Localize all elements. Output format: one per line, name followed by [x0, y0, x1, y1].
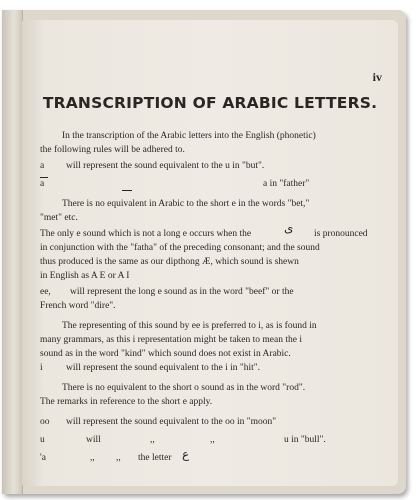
text-line: There is no equivalent in Arabic to the short e in the words "bet," [62, 199, 310, 209]
text-line: The only e sound which is not a long e occurs when the [40, 229, 252, 239]
ditto-mark: ,, [210, 435, 215, 445]
text-line: will represent the sound equivalent to the oo in "moon" [66, 417, 277, 427]
text-line: will [86, 435, 101, 445]
text-line: is pronounced [314, 229, 368, 239]
page-number: iv [372, 70, 382, 84]
text-line: the letter [138, 453, 172, 463]
text-line: will represent the sound equivalent to the u in "but". [66, 161, 265, 171]
text-line: There is no equivalent to the short o sound as in the word "rod". [62, 383, 306, 393]
dash-mark [122, 190, 132, 191]
text-line: in English as A E or A I [40, 271, 130, 281]
text-line: will represent the sound equivalent to the i in "hit". [66, 363, 261, 373]
ditto-mark: ,, [150, 435, 155, 445]
letter-symbol: a [40, 179, 45, 189]
letter-symbol: u [40, 435, 45, 445]
page-title: TRANSCRIPTION OF ARABIC LETTERS. [42, 94, 378, 112]
page [22, 20, 398, 486]
text-line: In the transcription of the Arabic letters into the English (phonetic) [62, 131, 316, 141]
book [2, 10, 406, 494]
text-line: The representing of this sound by ee is preferred to i, as is found in [62, 321, 317, 331]
ditto-mark: ,, [116, 453, 121, 463]
letter-symbol: oo [40, 417, 50, 427]
text-line: many grammars, as this i representation might be taken to mean the i [40, 335, 302, 345]
arabic-letter-ya: ى [284, 221, 294, 235]
left-page-edge [2, 10, 23, 494]
text-line: will represent the long e sound as in the word "beef" or the [70, 287, 294, 297]
text-line: thus produced is the same as our dipthong Æ, which sound is shewn [40, 257, 299, 267]
text-line: sound as in the word "kind" which sound does not exist in Arabic. [40, 349, 291, 359]
letter-symbol: i [40, 363, 43, 373]
letter-symbol: a [40, 161, 45, 171]
text-line: a in "father" [263, 179, 310, 189]
text-line: The remarks in reference to the short e apply. [40, 397, 213, 407]
text-line: in conjunction with the "fatha" of the preceding consonant; and the sound [40, 243, 320, 253]
letter-symbol: ee, [40, 287, 51, 297]
letter-symbol: 'a [40, 453, 46, 463]
text-line: French word "dire". [40, 301, 116, 311]
text-line: u in "bull". [284, 435, 326, 445]
arabic-letter-ain: ع [182, 447, 190, 461]
ditto-mark: ,, [90, 453, 95, 463]
text-line: the following rules will be adhered to. [40, 145, 185, 155]
text-line: "met" etc. [40, 213, 78, 223]
